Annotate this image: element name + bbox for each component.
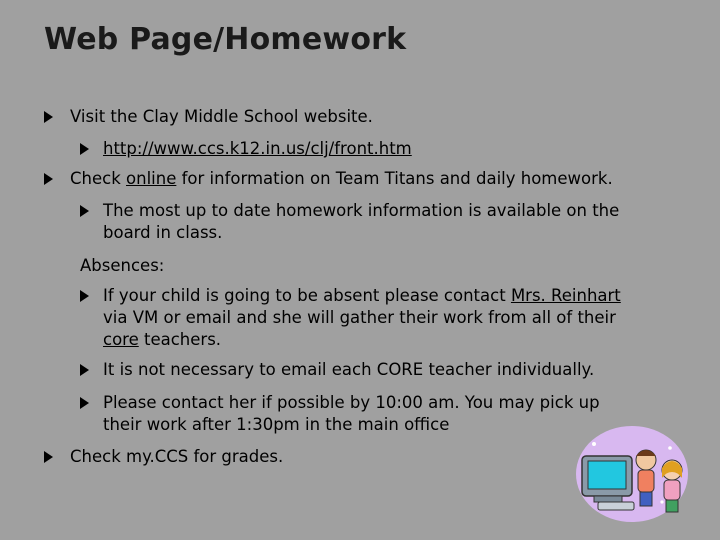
absence-contact-line1 bbox=[103, 285, 621, 307]
homework-info-line1: The most up to date homework information is available on the bbox=[103, 201, 620, 220]
bullet-arrow-icon bbox=[44, 451, 53, 463]
bullet-arrow-icon bbox=[80, 290, 89, 302]
bullet-visit-website: Visit the Clay Middle School website. bbox=[70, 107, 373, 126]
mrs-reinhart-link[interactable]: Mrs. Reinhart bbox=[510, 286, 621, 305]
kids-at-computer-clipart bbox=[574, 424, 690, 524]
bullet-arrow-icon bbox=[44, 111, 53, 123]
homework-info-line2: board in class. bbox=[103, 223, 223, 242]
text: for information on Team Titans and daily homework. bbox=[176, 169, 613, 188]
bullet-check-online bbox=[70, 168, 613, 190]
bullet-arrow-icon bbox=[80, 397, 89, 409]
bullet-arrow-icon bbox=[80, 143, 89, 155]
text: If your child is going to be absent please contact bbox=[103, 286, 511, 305]
school-website-link[interactable]: http://www.ccs.k12.in.us/clj/front.htm bbox=[103, 139, 412, 158]
online-link[interactable]: online bbox=[126, 169, 177, 188]
bullet-check-grades: Check my.CCS for grades. bbox=[70, 447, 284, 466]
absences-label: Absences: bbox=[80, 256, 165, 275]
bullet-arrow-icon bbox=[80, 364, 89, 376]
text: Check bbox=[70, 169, 127, 188]
bullet-arrow-icon bbox=[44, 173, 53, 185]
text: teachers. bbox=[138, 330, 222, 349]
absence-pickup-line1: Please contact her if possible by 10:00 am. You may pick up bbox=[103, 393, 600, 412]
absence-no-email-note: It is not necessary to email each CORE teacher individually. bbox=[103, 360, 595, 379]
absence-contact-line2: via VM or email and she will gather their work from all of their bbox=[103, 308, 616, 327]
slide-title: Web Page/Homework bbox=[44, 22, 407, 57]
bullet-arrow-icon bbox=[80, 205, 89, 217]
core-link[interactable]: core bbox=[103, 330, 139, 349]
absence-contact-line3 bbox=[103, 329, 221, 351]
absence-pickup-line2: their work after 1:30pm in the main office bbox=[103, 415, 450, 434]
